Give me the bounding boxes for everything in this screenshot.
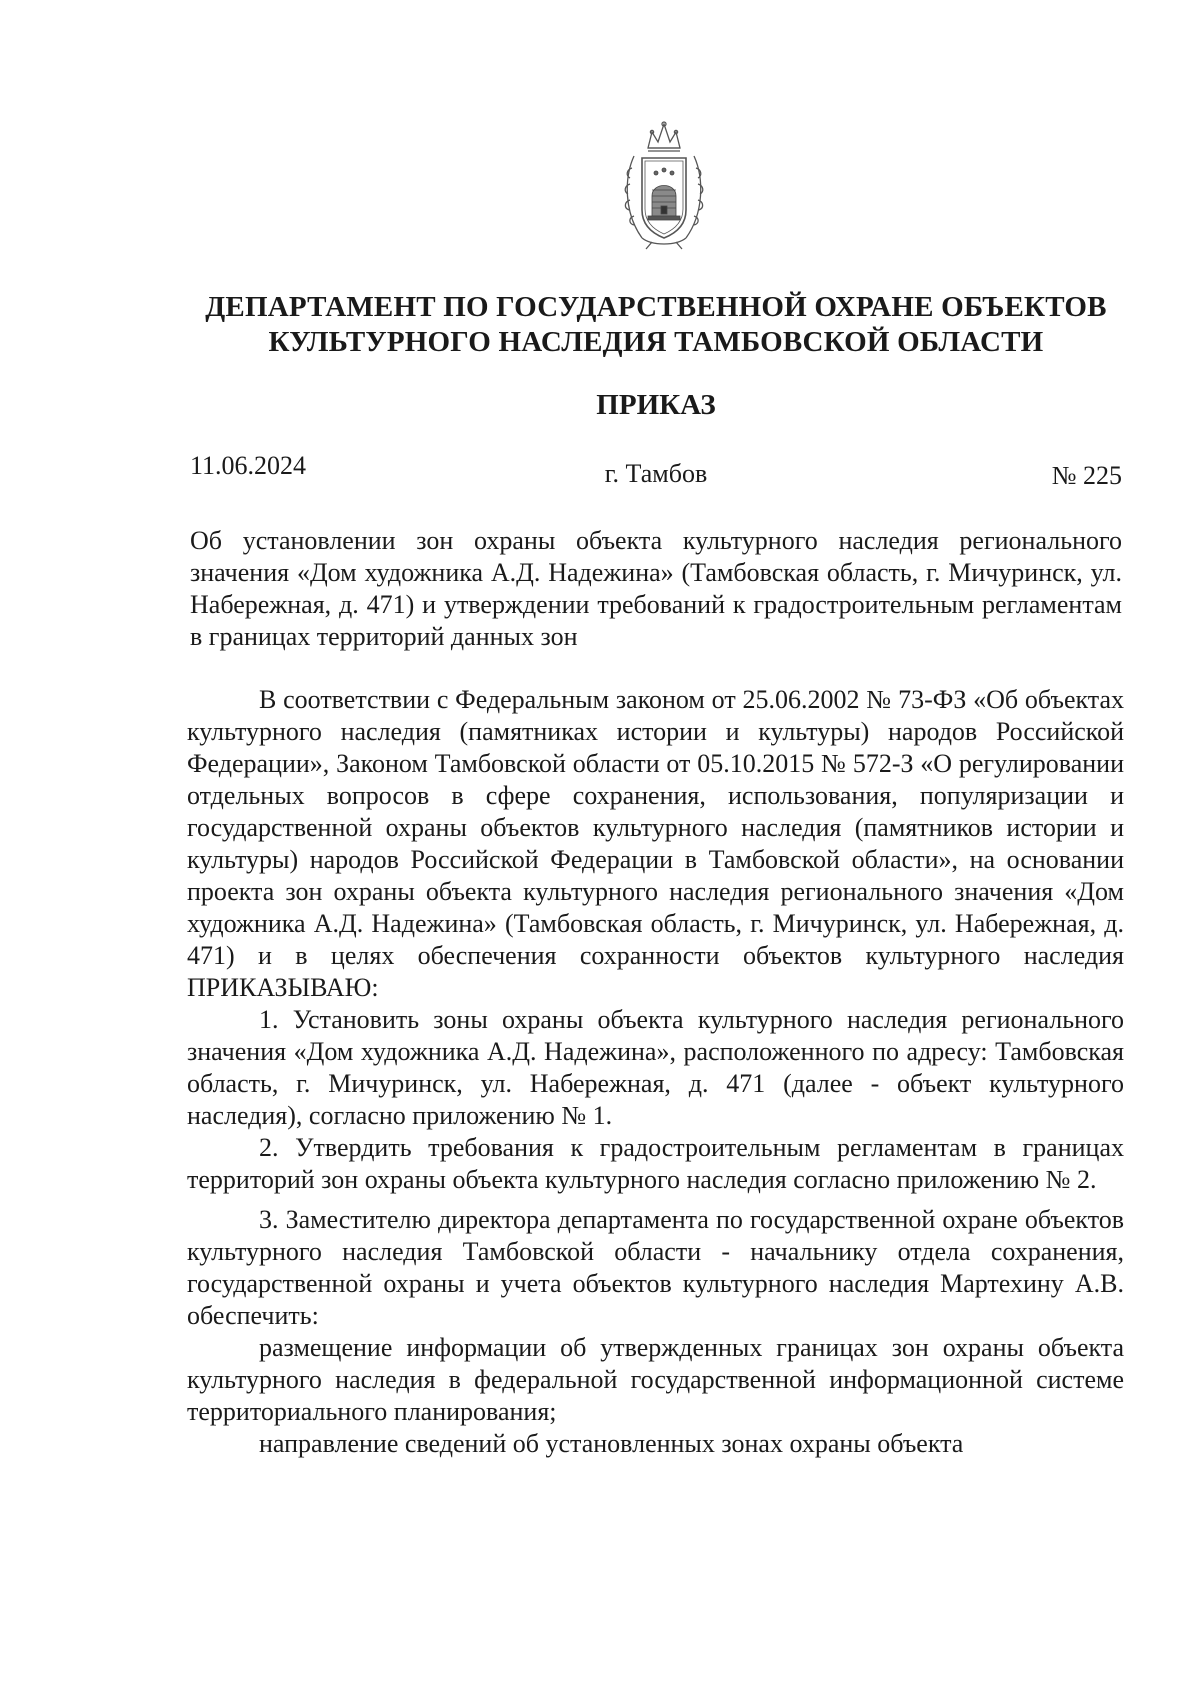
preamble-paragraph: В соответствии с Федеральным законом от 25.06.2002 № 73-ФЗ «Об объектах культурного наследия (памятниках истории и культуры) народов Российской Федерации», Законом Тамбовской области от 05.10.2015 № 572-З «О регулировании отдельных вопросов в сфере сохранения, использования, популяризации и государственной охраны объектов культурного наследия (памятников истории и культуры) народов Российской Федерации в Тамбовской области», на основании проекта зон охраны объекта культурного наследия регионального значения «Дом художника А.Д. Надежина» (Тамбовская область, г. Мичуринск, ул. Набережная, д. 471) и в целях обеспечения сохранности объектов культурного наследия ПРИКАЗЫВАЮ: <box>187 685 1124 1002</box>
document-date: 11.06.2024 <box>190 451 307 480</box>
item-3a-paragraph: размещение информации об утвержденных границах зон охраны объекта культурного наследия в федеральной государственной информационной системе территориального планирования; <box>187 1333 1124 1426</box>
item-3b-paragraph: направление сведений об установленных зонах охраны объекта <box>259 1429 964 1458</box>
department-name-line1: ДЕПАРТАМЕНТ ПО ГОСУДАРСТВЕННОЙ ОХРАНЕ ОБЪЕКТОВ <box>205 291 1107 323</box>
department-name <box>190 290 1122 360</box>
document-city: г. Тамбов <box>604 459 708 488</box>
item-1-paragraph: 1. Установить зоны охраны объекта культурного наследия регионального значения «Дом художника А.Д. Надежина», расположенного по адресу: Тамбовская область, г. Мичуринск, ул. Набережная, д. 471 (далее - объект культурного наследия), согласно приложению № 1. <box>187 1005 1124 1130</box>
document-meta <box>190 450 1122 490</box>
item-3-paragraph: 3. Заместителю директора департамента по государственной охране объектов культурного наследия Тамбовской области - начальнику отдела сохранения, государственной охраны и учета объектов культурного наследия Мартехину А.В. обеспечить: <box>187 1205 1124 1330</box>
document-number: № 225 <box>1051 461 1122 490</box>
coat-of-arms-icon <box>612 118 716 250</box>
document-subject: Об установлении зон охраны объекта культурного наследия регионального значения «Дом художника А.Д. Надежина» (Тамбовская область, г. Мичуринск, ул. Набережная, д. 471) и утверждении требований к градостроительным регламентам в границах территорий данных зон <box>190 526 1122 651</box>
department-name-line2: КУЛЬТУРНОГО НАСЛЕДИЯ ТАМБОВСКОЙ ОБЛАСТИ <box>268 326 1044 358</box>
document-body <box>187 684 1124 1460</box>
document-type: ПРИКАЗ <box>596 389 716 421</box>
item-2-paragraph: 2. Утвердить требования к градостроительным регламентам в границах территорий зон охраны объекта культурного наследия согласно приложению № 2. <box>187 1133 1124 1194</box>
